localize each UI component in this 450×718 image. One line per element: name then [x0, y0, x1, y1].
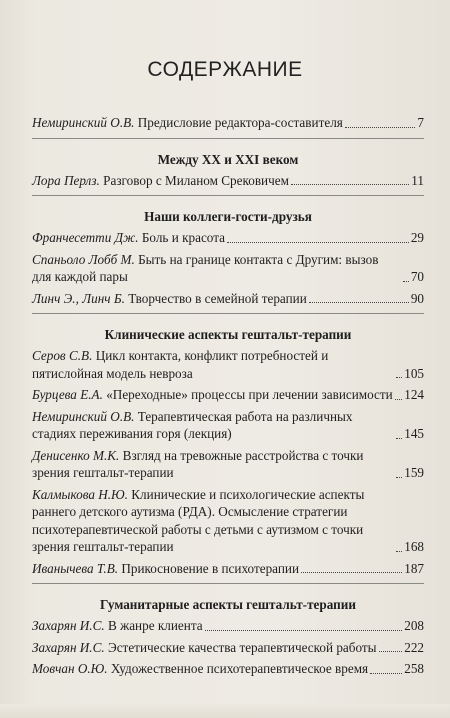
entry-page: 145	[404, 426, 424, 441]
entry-page: 222	[404, 639, 424, 655]
entry-author: Бурцева Е.А.	[32, 387, 103, 402]
entry-author: Иванычева Т.В.	[32, 560, 119, 576]
entry-page: 187	[404, 560, 424, 576]
entry-author: Линч Э., Линч Б.	[32, 290, 125, 306]
entry-author: Франчесетти Дж.	[32, 230, 139, 245]
entry-author: Захарян И.С.	[32, 618, 105, 633]
entry-page: 70	[410, 269, 424, 284]
entry-page: 105	[404, 365, 424, 381]
entry-author: Серов С.В.	[32, 348, 93, 363]
entry-page: 7	[417, 115, 424, 130]
toc-entry	[32, 290, 424, 308]
divider	[32, 138, 424, 139]
entry-page: 208	[404, 618, 424, 633]
entry-title: Предисловие редактора-составителя	[137, 115, 343, 130]
page-bottom-edge	[0, 704, 450, 718]
toc-entry	[32, 251, 424, 286]
entry-author: Захарян И.С.	[32, 639, 105, 655]
entry-title: Творчество в семейной терапии	[128, 290, 307, 306]
entry-page: 11	[411, 172, 424, 188]
toc-entry	[32, 229, 424, 247]
entry-title: Быть на границе контакта с Другим: вызов для каждой пары	[32, 251, 379, 284]
toc-entry-preface	[32, 114, 424, 132]
section-heading: Гуманитарные аспекты гештальт-терапии	[100, 597, 356, 612]
entry-title: Взгляд на тревожные расстройства с точки зрения гештальт-терапии	[32, 447, 364, 480]
entry-page: 168	[404, 539, 424, 554]
toc-entry	[32, 447, 424, 482]
toc-entry	[32, 639, 424, 657]
divider	[32, 313, 424, 314]
entry-author: Спаньоло Лобб М.	[32, 251, 135, 267]
entry-title: Боль и красота	[141, 230, 226, 245]
entry-author: Денисенко М.К.	[32, 447, 120, 463]
toc-entry	[32, 486, 424, 556]
toc-entry	[32, 172, 424, 190]
entry-author: Калмыкова Н.Ю.	[32, 486, 128, 502]
entry-title: Терапевтическая работа на различных стадиях переживания горя (лекция)	[32, 408, 353, 441]
entry-author: Лора Перлз.	[32, 172, 100, 188]
entry-page: 258	[404, 661, 424, 676]
divider	[32, 583, 424, 584]
entry-author: Немиринский О.В.	[32, 115, 135, 130]
entry-title: «Переходные» процессы при лечении зависимости	[106, 387, 393, 402]
toc-entry	[32, 408, 424, 443]
page-title: СОДЕРЖАНИЕ	[147, 58, 303, 81]
entry-page: 90	[410, 290, 424, 306]
toc-entry	[32, 347, 424, 382]
entry-page: 159	[404, 465, 424, 480]
entry-title: Клинические и психологические аспекты раннего детского аутизма (РДА). Осмысление стратегии психотерапевтической работы с детьми с аутизмом с точки зрения гештальт-терапии	[32, 486, 365, 554]
section-heading: Клинические аспекты гештальт-терапии	[104, 327, 352, 342]
entry-title: Цикл контакта, конфликт потребностей и пятислойная модель невроза	[32, 348, 329, 381]
toc-entry	[32, 386, 424, 404]
entry-page: 124	[404, 387, 424, 402]
section-heading: Наши коллеги-гости-друзья	[144, 209, 312, 224]
entry-title: Художественное психотерапевтическое время	[110, 661, 369, 676]
section-heading: Между XX и XXI веком	[157, 151, 299, 167]
toc-entry	[32, 560, 424, 578]
divider	[32, 195, 424, 196]
toc-entry	[32, 660, 424, 678]
entry-title: В жанре клиента	[108, 618, 203, 633]
entry-author: Мовчан О.Ю.	[32, 661, 108, 676]
entry-author: Немиринский О.В.	[32, 408, 135, 424]
entry-title: Разговор с Миланом Срековичем	[103, 172, 289, 188]
entry-title: Прикосновение в психотерапии	[121, 560, 300, 576]
table-of-contents	[32, 114, 424, 678]
entry-page: 29	[410, 230, 424, 245]
entry-title: Эстетические качества терапевтической работы	[108, 639, 377, 655]
toc-entry	[32, 617, 424, 635]
